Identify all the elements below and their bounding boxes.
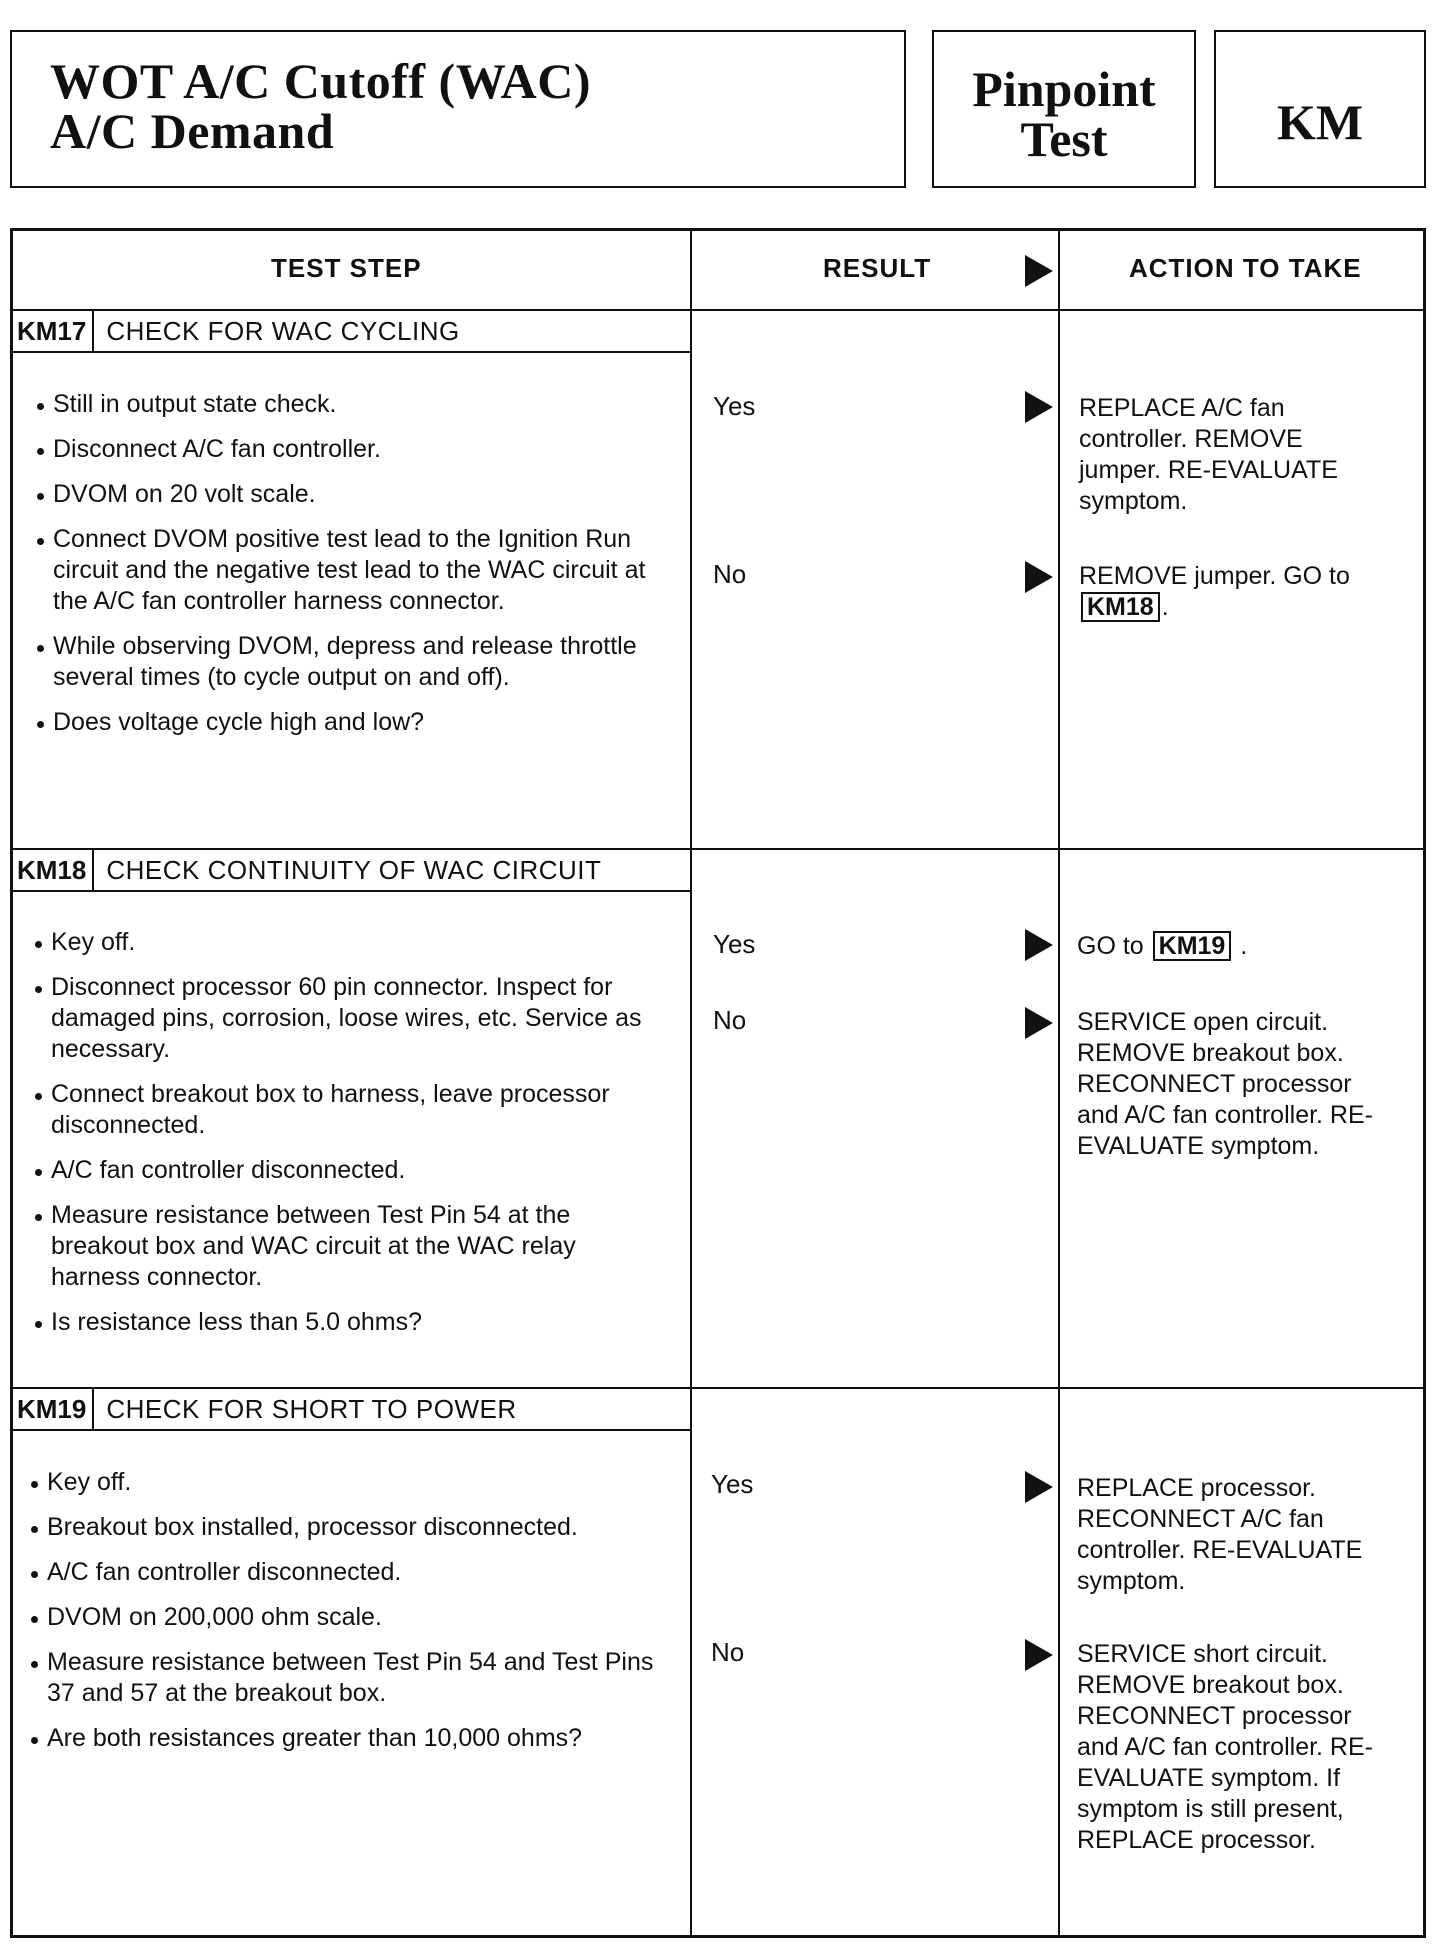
step-id: KM19 bbox=[13, 1389, 94, 1429]
step-id: KM17 bbox=[13, 311, 94, 351]
action-text: SERVICE open circuit. REMOVE breakout box. RECONNECT processor and A/C fan controller. RE-EVALUATE symptom. bbox=[1077, 1008, 1373, 1160]
pinpoint-line-1: Pinpoint bbox=[972, 61, 1156, 117]
step-title: CHECK CONTINUITY OF WAC CIRCUIT bbox=[106, 855, 602, 885]
result-no: No bbox=[713, 559, 747, 589]
step-header-km17 bbox=[13, 311, 692, 353]
result-arrow-icon bbox=[1025, 1639, 1053, 1671]
list-item: DVOM on 20 volt scale. bbox=[33, 479, 673, 510]
step-list-km17 bbox=[33, 389, 673, 752]
list-item: Connect DVOM positive test lead to the Ignition Run circuit and the negative test lead to the WAC circuit at the A/C fan controller harness connector. bbox=[33, 524, 673, 617]
test-code: KM bbox=[1276, 94, 1364, 150]
step-list-km18 bbox=[31, 927, 671, 1352]
list-item: Disconnect A/C fan controller. bbox=[33, 434, 673, 465]
step-header-km18 bbox=[13, 850, 692, 892]
pinpoint-label bbox=[934, 61, 1194, 167]
list-item: Connect breakout box to harness, leave processor disconnected. bbox=[31, 1079, 671, 1141]
action-text bbox=[1079, 561, 1389, 623]
step-list-km19 bbox=[27, 1467, 667, 1768]
col-action: ACTION TO TAKE bbox=[1129, 253, 1362, 283]
pinpoint-table bbox=[10, 228, 1426, 1938]
step-header-km19 bbox=[13, 1389, 692, 1431]
list-item: Measure resistance between Test Pin 54 at the breakout box and WAC circuit at the WAC relay harness connector. bbox=[31, 1200, 671, 1293]
column-divider bbox=[1058, 231, 1060, 1935]
result-yes: Yes bbox=[713, 929, 756, 959]
list-item: Disconnect processor 60 pin connector. Inspect for damaged pins, corrosion, loose wires, etc. Service as necessary. bbox=[31, 972, 671, 1065]
action-text bbox=[1077, 931, 1387, 962]
step-reference-km18[interactable]: KM18 bbox=[1081, 592, 1160, 622]
step-reference-km19[interactable]: KM19 bbox=[1153, 931, 1232, 961]
result-yes: Yes bbox=[713, 391, 756, 421]
list-item: Measure resistance between Test Pin 54 and Test Pins 37 and 57 at the breakout box. bbox=[27, 1647, 667, 1709]
action-text: REPLACE A/C fan controller. REMOVE jumper. RE-EVALUATE symptom. bbox=[1079, 394, 1338, 515]
column-divider bbox=[690, 231, 692, 1935]
pinpoint-box bbox=[932, 30, 1196, 188]
list-item: Are both resistances greater than 10,000 ohms? bbox=[27, 1723, 667, 1754]
step-id: KM18 bbox=[13, 850, 94, 890]
action-pre: REMOVE jumper. GO to bbox=[1079, 562, 1350, 590]
test-code-box bbox=[1214, 30, 1426, 188]
title-box bbox=[10, 30, 906, 188]
list-item: Still in output state check. bbox=[33, 389, 673, 420]
result-arrow-icon bbox=[1025, 929, 1053, 961]
list-item: Key off. bbox=[31, 927, 671, 958]
result-arrow-icon bbox=[1025, 561, 1053, 593]
step-title: CHECK FOR SHORT TO POWER bbox=[106, 1394, 517, 1424]
list-item: While observing DVOM, depress and release throttle several times (to cycle output on and off). bbox=[33, 631, 673, 693]
result-arrow-icon bbox=[1025, 391, 1053, 423]
title-line-2: A/C Demand bbox=[50, 103, 335, 159]
list-item: A/C fan controller disconnected. bbox=[31, 1155, 671, 1186]
result-yes: Yes bbox=[711, 1469, 754, 1499]
col-result: RESULT bbox=[823, 253, 932, 283]
action-text: REPLACE processor. RECONNECT A/C fan controller. RE-EVALUATE symptom. bbox=[1077, 1474, 1363, 1595]
list-item: Key off. bbox=[27, 1467, 667, 1498]
result-no: No bbox=[711, 1637, 745, 1667]
col-test-step: TEST STEP bbox=[271, 253, 422, 283]
action-post: . bbox=[1240, 932, 1248, 960]
list-item: Is resistance less than 5.0 ohms? bbox=[31, 1307, 671, 1338]
action-text: SERVICE short circuit. REMOVE breakout box. RECONNECT processor and A/C fan controller. RE-EVALUATE symptom. If symptom is still present, REPLACE processor. bbox=[1077, 1640, 1373, 1854]
action-pre: GO to bbox=[1077, 932, 1144, 960]
list-item: Does voltage cycle high and low? bbox=[33, 707, 673, 738]
title-line-1: WOT A/C Cutoff (WAC) bbox=[50, 53, 592, 109]
step-title: CHECK FOR WAC CYCLING bbox=[106, 316, 460, 346]
list-item: DVOM on 200,000 ohm scale. bbox=[27, 1602, 667, 1633]
result-arrow-icon bbox=[1025, 255, 1053, 287]
result-arrow-icon bbox=[1025, 1007, 1053, 1039]
result-arrow-icon bbox=[1025, 1471, 1053, 1503]
pinpoint-line-2: Test bbox=[1020, 111, 1108, 167]
page-title bbox=[50, 53, 592, 159]
list-item: A/C fan controller disconnected. bbox=[27, 1557, 667, 1588]
action-post: . bbox=[1161, 593, 1169, 621]
list-item: Breakout box installed, processor disconnected. bbox=[27, 1512, 667, 1543]
result-no: No bbox=[713, 1005, 747, 1035]
